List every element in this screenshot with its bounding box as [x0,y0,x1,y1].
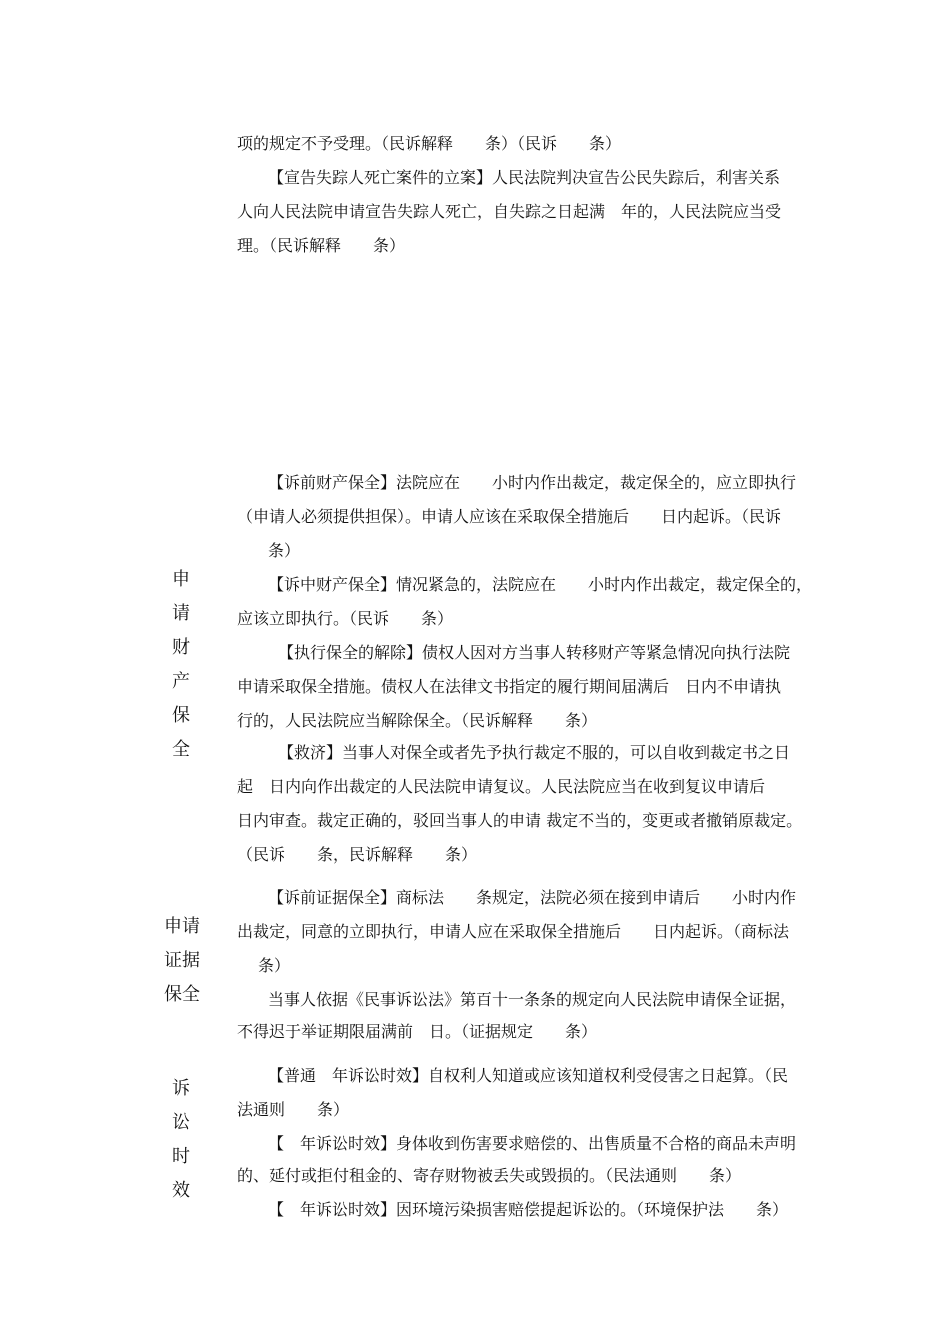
property-side-char-2: 请 [172,603,190,624]
limitation-line-1: 【普通 年诉讼时效】自权利人知道或应该知道权利受侵害之日起算。（民 [268,1066,789,1085]
property-side-char-1: 申 [172,569,190,590]
evidence-line-3: 条） [258,956,291,975]
limitation-line-5: 【 年诉讼时效】因环境污染损害赔偿提起诉讼的。（环境保护法 条） [268,1200,789,1219]
intro-line-1: 项的规定不予受理。（民诉解释 条）（民诉 条） [237,134,622,153]
evidence-line-4: 当事人依据《民事诉讼法》第百十一条条的规定向人民法院申请保全证据， [268,990,797,1009]
property-line-11: 日内审查。裁定正确的，驳回当事人的申请 裁定不当的，变更或者撤销原裁定。 [237,811,803,830]
intro-line-2: 【宣告失踪人死亡案件的立案】人民法院判决宣告公民失踪后，利害关系 [268,168,781,187]
evidence-side-line-3: 保全 [164,984,200,1005]
property-line-8: 行的，人民法院应当解除保全。（民诉解释 条） [237,711,598,730]
evidence-line-2: 出裁定，同意的立即执行，申请人应在采取保全措施后 日内起诉。（商标法 [237,922,790,941]
property-line-3: 条） [268,541,301,560]
evidence-side-line-2: 证据 [164,950,200,971]
limitation-side-char-2: 讼 [172,1112,190,1133]
intro-line-4: 理。（民诉解释 条） [237,236,406,255]
property-line-4: 【诉中财产保全】情况紧急的，法院应在 小时内作出裁定，裁定保全的， [268,575,813,594]
limitation-side-char-4: 效 [172,1180,190,1201]
property-line-5: 应该立即执行。（民诉 条） [237,609,454,628]
property-side-char-6: 全 [172,739,190,760]
limitation-side-char-3: 时 [172,1146,190,1167]
property-line-10: 起 日内向作出裁定的人民法院申请复议。人民法院应当在收到复议申请后 [237,777,766,796]
property-line-12: （民诉 条，民诉解释 条） [237,845,478,864]
limitation-line-2: 法通则 条） [237,1100,350,1119]
property-line-1: 【诉前财产保全】法院应在 小时内作出裁定，裁定保全的，应立即执行 [268,473,797,492]
property-side-char-4: 产 [172,671,190,692]
property-side-char-5: 保 [172,705,190,726]
property-line-6: 【执行保全的解除】债权人因对方当事人转移财产等紧急情况向执行法院 [278,643,791,662]
property-line-7: 申请采取保全措施。债权人在法律文书指定的履行期间届满后 日内不申请执 [237,677,782,696]
property-line-2: （申请人必须提供担保）。申请人应该在采取保全措施后 日内起诉。（民诉 [237,507,782,526]
limitation-line-4: 的、延付或拒付租金的、寄存财物被丢失或毁损的。（民法通则 条） [237,1166,742,1185]
evidence-line-5: 不得迟于举证期限届满前 日。（证据规定 条） [237,1022,598,1041]
limitation-line-3: 【 年诉讼时效】身体收到伤害要求赔偿的、出售质量不合格的商品未声明 [268,1134,797,1153]
limitation-side-char-1: 诉 [172,1078,190,1099]
evidence-line-1: 【诉前证据保全】商标法 条规定，法院必须在接到申请后 小时内作 [268,888,797,907]
intro-line-3: 人向人民法院申请宣告失踪人死亡，自失踪之日起满 年的，人民法院应当受 [237,202,782,221]
property-line-9: 【救济】当事人对保全或者先予执行裁定不服的，可以自收到裁定书之日 [278,743,791,762]
property-side-char-3: 财 [172,637,190,658]
evidence-side-line-1: 申请 [164,916,200,937]
